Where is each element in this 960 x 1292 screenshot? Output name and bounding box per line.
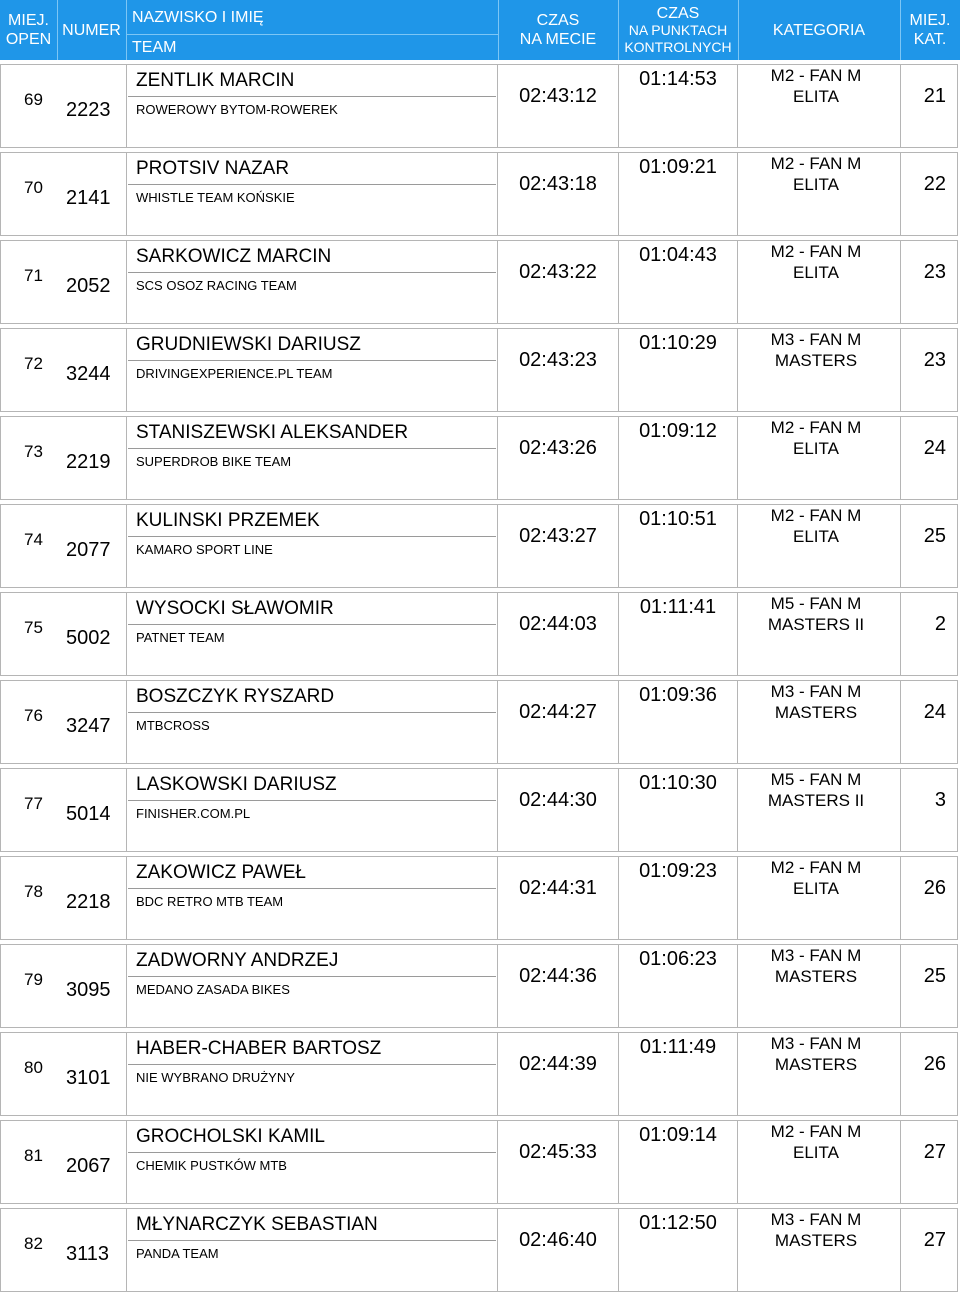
header-name: NAZWISKO I IMIĘ [132, 9, 264, 26]
rider-team: KAMARO SPORT LINE [136, 542, 273, 557]
header-finish-time-line1: CZAS [536, 12, 580, 29]
table-row [0, 504, 960, 588]
table-row [0, 1032, 960, 1116]
rider-team: SCS OSOZ RACING TEAM [136, 278, 297, 293]
finish-time: 02:44:36 [519, 965, 597, 987]
table-row [0, 328, 960, 412]
category-code: M3 - FAN M [770, 1034, 862, 1053]
table-row [0, 416, 960, 500]
category-code: M3 - FAN M [770, 682, 862, 701]
name-team-divider [128, 976, 496, 977]
finish-time: 02:44:27 [519, 701, 597, 723]
category-place: 27 [923, 1141, 946, 1163]
category-place: 2 [934, 613, 946, 635]
category-class: ELITA [793, 175, 839, 194]
table-row [0, 64, 960, 148]
rider-name: MŁYNARCZYK SEBASTIAN [136, 1214, 378, 1235]
rider-team: DRIVINGEXPERIENCE.PL TEAM [136, 366, 333, 381]
checkpoint-time: 01:11:41 [639, 596, 717, 618]
category-class: MASTERS [774, 1055, 858, 1074]
finish-time: 02:43:27 [519, 525, 597, 547]
checkpoint-time: 01:04:43 [639, 244, 717, 266]
start-number: 3095 [66, 979, 111, 1001]
name-team-divider [128, 184, 496, 185]
category-place: 24 [923, 701, 946, 723]
table-row [0, 152, 960, 236]
category-place: 23 [923, 261, 946, 283]
rider-name: ZADWORNY ANDRZEJ [136, 950, 339, 971]
category-class: MASTERS [774, 703, 858, 722]
place-open: 73 [24, 442, 43, 461]
rider-team: BDC RETRO MTB TEAM [136, 894, 284, 909]
start-number: 3244 [66, 363, 111, 385]
category-code: M2 - FAN M [770, 154, 862, 173]
category-place: 3 [934, 789, 946, 811]
name-team-divider [128, 536, 496, 537]
category-class: ELITA [793, 263, 839, 282]
header-place-category-line2: KAT. [913, 31, 947, 48]
finish-time: 02:45:33 [519, 1141, 597, 1163]
place-open: 72 [24, 354, 43, 373]
start-number: 3247 [66, 715, 111, 737]
finish-time: 02:43:18 [519, 173, 597, 195]
name-team-divider [128, 448, 496, 449]
header-category [738, 0, 900, 60]
rider-team: MTBCROSS [136, 718, 210, 733]
category-code: M3 - FAN M [770, 946, 862, 965]
finish-time: 02:43:26 [519, 437, 597, 459]
checkpoint-time: 01:06:23 [639, 948, 717, 970]
rider-name: SARKOWICZ MARCIN [136, 246, 332, 267]
start-number: 5014 [66, 803, 111, 825]
checkpoint-time: 01:09:14 [639, 1124, 717, 1146]
table-row [0, 592, 960, 676]
header-place-category [900, 0, 960, 60]
checkpoint-time: 01:10:51 [639, 508, 717, 530]
rider-name: GRUDNIEWSKI DARIUSZ [136, 334, 361, 355]
rider-name: BOSZCZYK RYSZARD [136, 686, 335, 707]
rider-name: STANISZEWSKI ALEKSANDER [136, 422, 409, 443]
name-team-divider [128, 624, 496, 625]
category-code: M2 - FAN M [770, 418, 862, 437]
finish-time: 02:43:12 [519, 85, 597, 107]
table-row [0, 240, 960, 324]
category-place: 24 [923, 437, 946, 459]
place-open: 70 [24, 178, 43, 197]
header-checkpoint-time-line3: KONTROLNYCH [624, 38, 732, 55]
finish-time: 02:43:22 [519, 261, 597, 283]
name-team-divider [128, 800, 496, 801]
place-open: 78 [24, 882, 43, 901]
name-team-divider [128, 272, 496, 273]
name-team-divider [128, 360, 496, 361]
category-place-cell [900, 592, 958, 676]
finish-time: 02:44:03 [519, 613, 597, 635]
header-checkpoint-time [618, 0, 738, 60]
checkpoint-time: 01:12:50 [639, 1212, 717, 1234]
header-place-open-line1: MIEJ. [8, 12, 49, 29]
checkpoint-time: 01:09:36 [639, 684, 717, 706]
category-class: ELITA [793, 1143, 839, 1162]
place-open: 76 [24, 706, 43, 725]
start-number: 5002 [66, 627, 111, 649]
place-open: 75 [24, 618, 43, 637]
header-divider [126, 0, 127, 60]
rider-name: HABER-CHABER BARTOSZ [136, 1038, 382, 1059]
name-team-divider [128, 712, 496, 713]
header-team: TEAM [132, 39, 177, 56]
header-place-category-line1: MIEJ. [909, 12, 951, 29]
header-place-open-line2: OPEN [5, 31, 52, 48]
start-number: 3101 [66, 1067, 111, 1089]
category-class: MASTERS [774, 351, 858, 370]
table-row [0, 856, 960, 940]
category-place: 25 [923, 965, 946, 987]
category-class: ELITA [793, 879, 839, 898]
category-code: M2 - FAN M [770, 242, 862, 261]
place-open: 81 [24, 1146, 43, 1165]
category-place: 25 [923, 525, 946, 547]
header-place-open [0, 0, 57, 60]
category-class: MASTERS II [767, 615, 865, 634]
start-number: 2223 [66, 99, 111, 121]
category-code: M2 - FAN M [770, 858, 862, 877]
category-code: M5 - FAN M [770, 594, 862, 613]
rider-team: PANDA TEAM [136, 1246, 219, 1261]
table-row [0, 1208, 960, 1292]
finish-time: 02:44:31 [519, 877, 597, 899]
rider-team: FINISHER.COM.PL [136, 806, 251, 821]
start-number: 2077 [66, 539, 111, 561]
category-class: MASTERS [774, 967, 858, 986]
header-name-team-divider [126, 34, 498, 35]
category-place: 21 [923, 85, 946, 107]
category-class: MASTERS [774, 1231, 858, 1250]
place-open: 79 [24, 970, 43, 989]
rider-name: WYSOCKI SŁAWOMIR [136, 598, 334, 619]
name-team-divider [128, 1152, 496, 1153]
category-class: ELITA [793, 527, 839, 546]
place-open: 82 [24, 1234, 43, 1253]
category-code: M5 - FAN M [770, 770, 862, 789]
checkpoint-time: 01:10:29 [639, 332, 717, 354]
category-place: 26 [923, 1053, 946, 1075]
place-open: 80 [24, 1058, 43, 1077]
place-open: 71 [24, 266, 43, 285]
table-row [0, 944, 960, 1028]
category-place-cell [900, 768, 958, 852]
rider-name: ZAKOWICZ PAWEŁ [136, 862, 306, 883]
category-code: M2 - FAN M [770, 66, 862, 85]
category-place: 27 [923, 1229, 946, 1251]
rider-team: PATNET TEAM [136, 630, 225, 645]
rider-team: WHISTLE TEAM KOŃSKIE [136, 190, 295, 205]
rider-team: ROWEROWY BYTOM-ROWEREK [136, 102, 338, 117]
category-code: M3 - FAN M [770, 1210, 862, 1229]
checkpoint-time: 01:09:12 [639, 420, 717, 442]
header-checkpoint-time-line2: NA PUNKTACH [628, 21, 728, 38]
category-place: 26 [923, 877, 946, 899]
category-place: 23 [923, 349, 946, 371]
start-number: 2067 [66, 1155, 111, 1177]
category-class: MASTERS II [767, 791, 865, 810]
rider-name: LASKOWSKI DARIUSZ [136, 774, 337, 795]
start-number: 2218 [66, 891, 111, 913]
rider-name: GROCHOLSKI KAMIL [136, 1126, 325, 1147]
name-team-divider [128, 888, 496, 889]
table-row [0, 768, 960, 852]
results-table-header [0, 0, 960, 60]
start-number: 3113 [66, 1243, 110, 1265]
header-checkpoint-time-line1: CZAS [656, 4, 700, 22]
start-number: 2052 [66, 275, 111, 297]
header-category-label: KATEGORIA [772, 21, 866, 39]
name-team-divider [128, 96, 496, 97]
category-class: ELITA [793, 87, 839, 106]
checkpoint-time: 01:10:30 [639, 772, 717, 794]
rider-name: ZENTLIK MARCIN [136, 70, 295, 91]
finish-time: 02:46:40 [519, 1229, 597, 1251]
header-finish-time [498, 0, 618, 60]
rider-team: MEDANO ZASADA BIKES [136, 982, 290, 997]
category-code: M2 - FAN M [770, 1122, 862, 1141]
finish-time: 02:44:39 [519, 1053, 597, 1075]
rider-team: SUPERDROB BIKE TEAM [136, 454, 292, 469]
rider-name: PROTSIV NAZAR [136, 158, 290, 179]
name-team-divider [128, 1064, 496, 1065]
table-row [0, 1120, 960, 1204]
name-team-divider [128, 1240, 496, 1241]
rider-name: KULINSKI PRZEMEK [136, 510, 320, 531]
rider-team: CHEMIK PUSTKÓW MTB [136, 1158, 287, 1173]
place-open: 77 [24, 794, 43, 813]
checkpoint-time: 01:11:49 [639, 1036, 717, 1058]
category-code: M3 - FAN M [770, 330, 862, 349]
checkpoint-time: 01:09:23 [639, 860, 717, 882]
checkpoint-time: 01:14:53 [639, 68, 717, 90]
start-number: 2219 [66, 451, 111, 473]
place-open: 74 [24, 530, 43, 549]
category-code: M2 - FAN M [770, 506, 862, 525]
checkpoint-time: 01:09:21 [639, 156, 717, 178]
place-open: 69 [24, 90, 43, 109]
header-finish-time-line2: NA MECIE [519, 31, 597, 48]
header-number [57, 0, 126, 60]
table-row [0, 680, 960, 764]
start-number: 2141 [66, 187, 111, 209]
finish-time: 02:44:30 [519, 789, 597, 811]
category-class: ELITA [793, 439, 839, 458]
finish-time: 02:43:23 [519, 349, 597, 371]
rider-team: NIE WYBRANO DRUŻYNY [136, 1070, 295, 1085]
header-number-label: NUMER [62, 21, 121, 39]
category-place: 22 [923, 173, 946, 195]
